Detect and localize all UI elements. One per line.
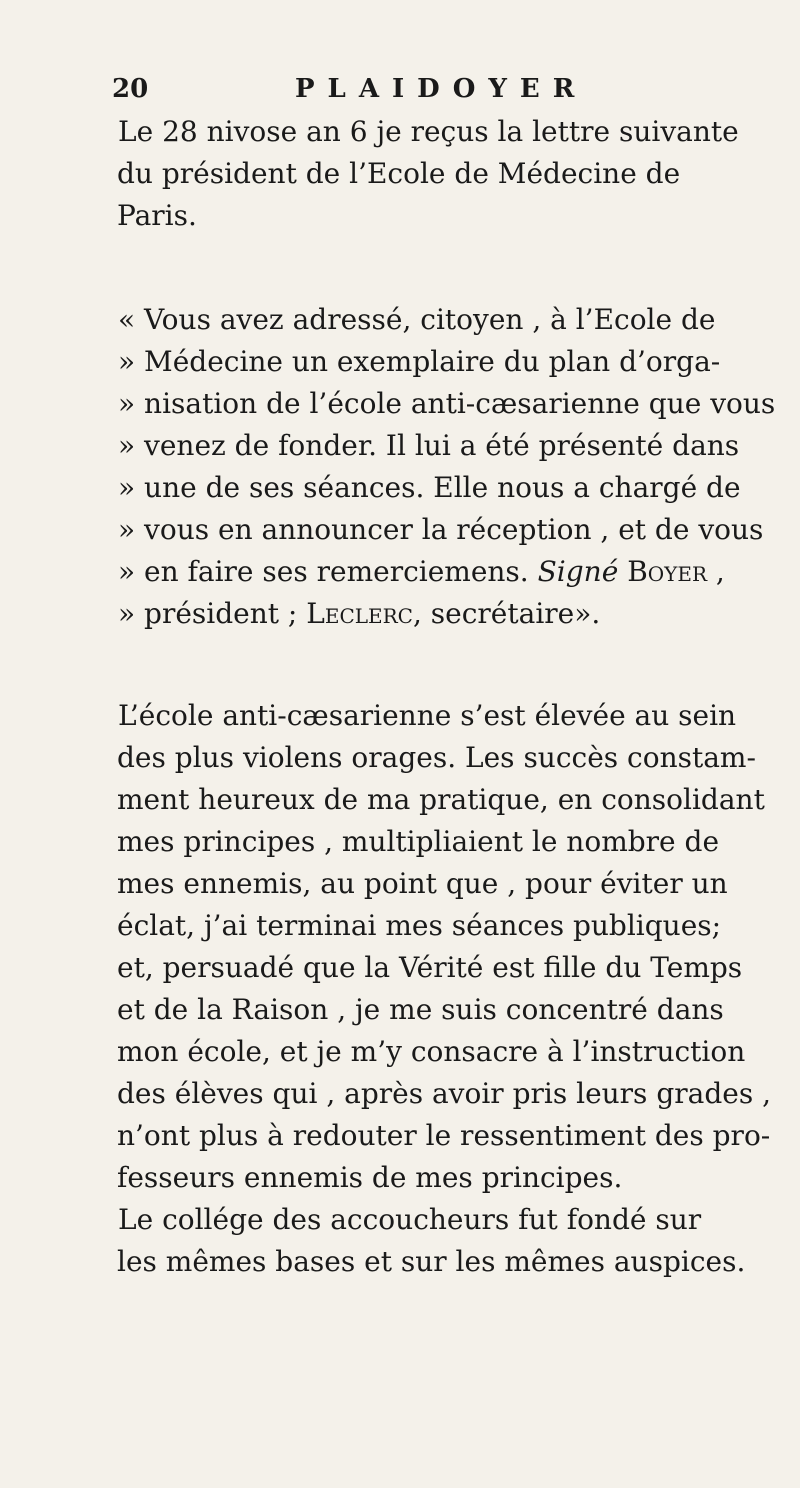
text-line: mes principes , multipliaient le nombre de <box>117 825 720 858</box>
text-line: des plus violens orages. Les succès constam- <box>117 741 756 774</box>
letter-line: « Vous avez adressé, citoyen , à l’Ecole de <box>118 303 716 336</box>
text-line: et, persuadé que la Vérité est fille du Temps <box>117 951 743 984</box>
text-line: Le 28 nivose an 6 je reçus la lettre suivante <box>118 115 739 148</box>
letter-line-text: » président ; <box>118 597 307 630</box>
text-line: et de la Raison , je me suis concentré dans <box>117 993 724 1026</box>
text-line: L’école anti-cæsarienne s’est élevée au sein <box>118 699 737 732</box>
text-line: mes ennemis, au point que , pour éviter un <box>117 867 728 900</box>
letter-line <box>118 552 725 592</box>
text-line: Paris. <box>117 199 197 232</box>
text-line: n’ont plus à redouter le ressentiment des pro- <box>117 1119 771 1152</box>
text-line: des élèves qui , après avoir pris leurs grades , <box>117 1077 771 1110</box>
letter-line-text: » en faire ses remerciemens. <box>118 555 529 588</box>
text-line: Le collége des accoucheurs fut fondé sur <box>118 1203 702 1236</box>
signer-name: Boyer <box>627 555 708 588</box>
text-line: fesseurs ennemis de mes principes. <box>117 1161 623 1194</box>
text-line: mon école, et je m’y consacre à l’instruction <box>117 1035 746 1068</box>
signe-word: Signé <box>537 555 619 588</box>
letter-line: » venez de fonder. Il lui a été présenté dans <box>118 429 740 462</box>
letter-line-text: , secrétaire». <box>413 597 601 630</box>
secretary-name: Leclerc <box>306 597 413 630</box>
text-line: du président de l’Ecole de Médecine de <box>117 157 681 190</box>
text-line: les mêmes bases et sur les mêmes auspices. <box>117 1245 746 1278</box>
letter-line <box>118 594 600 634</box>
letter-line: » une de ses séances. Elle nous a chargé de <box>118 471 741 504</box>
page-number: 20 <box>112 74 149 104</box>
text-line: éclat, j’ai terminai mes séances publiques; <box>117 909 722 942</box>
running-head <box>112 74 752 114</box>
text-line: ment heureux de ma pratique, en consolidant <box>117 783 765 816</box>
letter-line: » vous en announcer la réception , et de vous <box>118 513 764 546</box>
letter-line-text: , <box>707 555 725 588</box>
letter-line: » Médecine un exemplaire du plan d’orga- <box>118 345 721 378</box>
running-title: PLAIDOYER <box>295 74 588 104</box>
letter-line: » nisation de l’école anti-cæsarienne que vous <box>118 387 776 420</box>
